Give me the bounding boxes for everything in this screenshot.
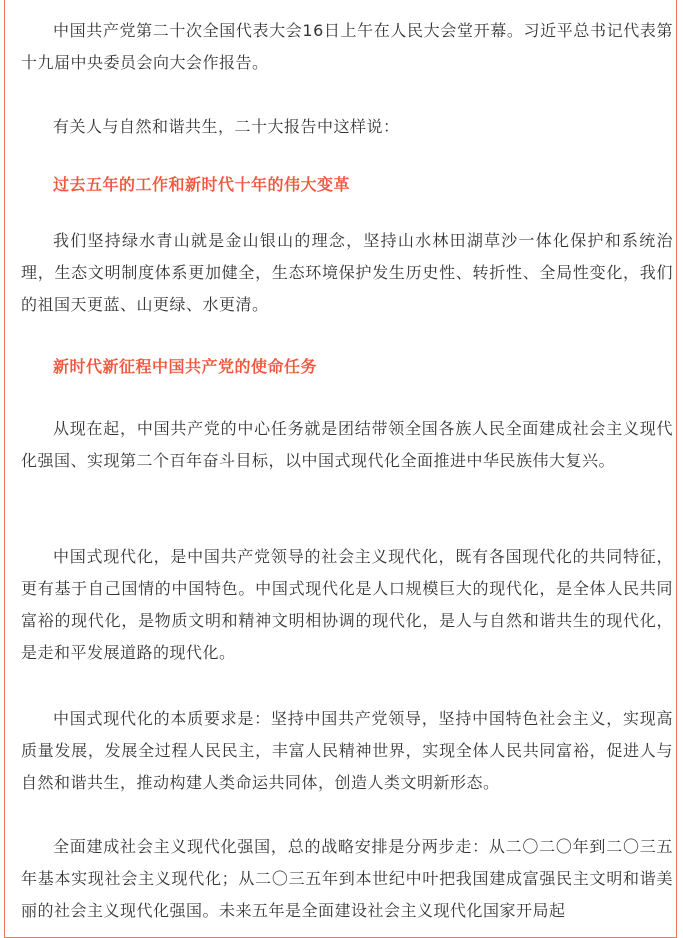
paragraph-central-task: 从现在起，中国共产党的中心任务就是团结带领全国各族人民全面建成社会主义现代化强国、实现第二个百年奋斗目标，以中国式现代化全面推进中华民族伟大复兴。 <box>21 419 673 470</box>
article-frame <box>4 0 677 938</box>
paragraph-congress-opening: 中国共产党第二十次全国代表大会16日上午在人民大会堂开幕。习近平总书记代表第十九届中央委员会向大会作报告。 <box>21 21 673 72</box>
section-heading-past-five-years: 过去五年的工作和新时代十年的伟大变革 <box>53 175 351 194</box>
paragraph-strategic-plan: 全面建成社会主义现代化强国，总的战略安排是分两步走：从二〇二〇年到二〇三五年基本实现社会主义现代化；从二〇三五年到本世纪中叶把我国建成富强民主文明和谐美丽的社会主义现代化强国。未来五年是全面建设社会主义现代化国家开局起 <box>21 837 673 920</box>
paragraph-report-intro: 有关人与自然和谐共生，二十大报告中这样说： <box>53 117 400 136</box>
paragraph-ecological-progress: 我们坚持绿水青山就是金山银山的理念，坚持山水林田湖草沙一体化保护和系统治理，生态文明制度体系更加健全，生态环境保护发生历史性、转折性、全局性变化，我们的祖国天更蓝、山更绿、水更清。 <box>21 231 673 314</box>
paragraph-essential-requirements: 中国式现代化的本质要求是：坚持中国共产党领导，坚持中国特色社会主义，实现高质量发展，发展全过程人民民主，丰富人民精神世界，实现全体人民共同富裕，促进人与自然和谐共生，推动构建人类命运共同体，创造人类文明新形态。 <box>21 709 673 792</box>
section-heading-mission-tasks: 新时代新征程中国共产党的使命任务 <box>53 357 318 376</box>
paragraph-chinese-modernization: 中国式现代化，是中国共产党领导的社会主义现代化，既有各国现代化的共同特征，更有基于自己国情的中国特色。中国式现代化是人口规模巨大的现代化，是全体人民共同富裕的现代化，是物质文明和精神文明相协调的现代化，是人与自然和谐共生的现代化，是走和平发展道路的现代化。 <box>21 547 673 662</box>
